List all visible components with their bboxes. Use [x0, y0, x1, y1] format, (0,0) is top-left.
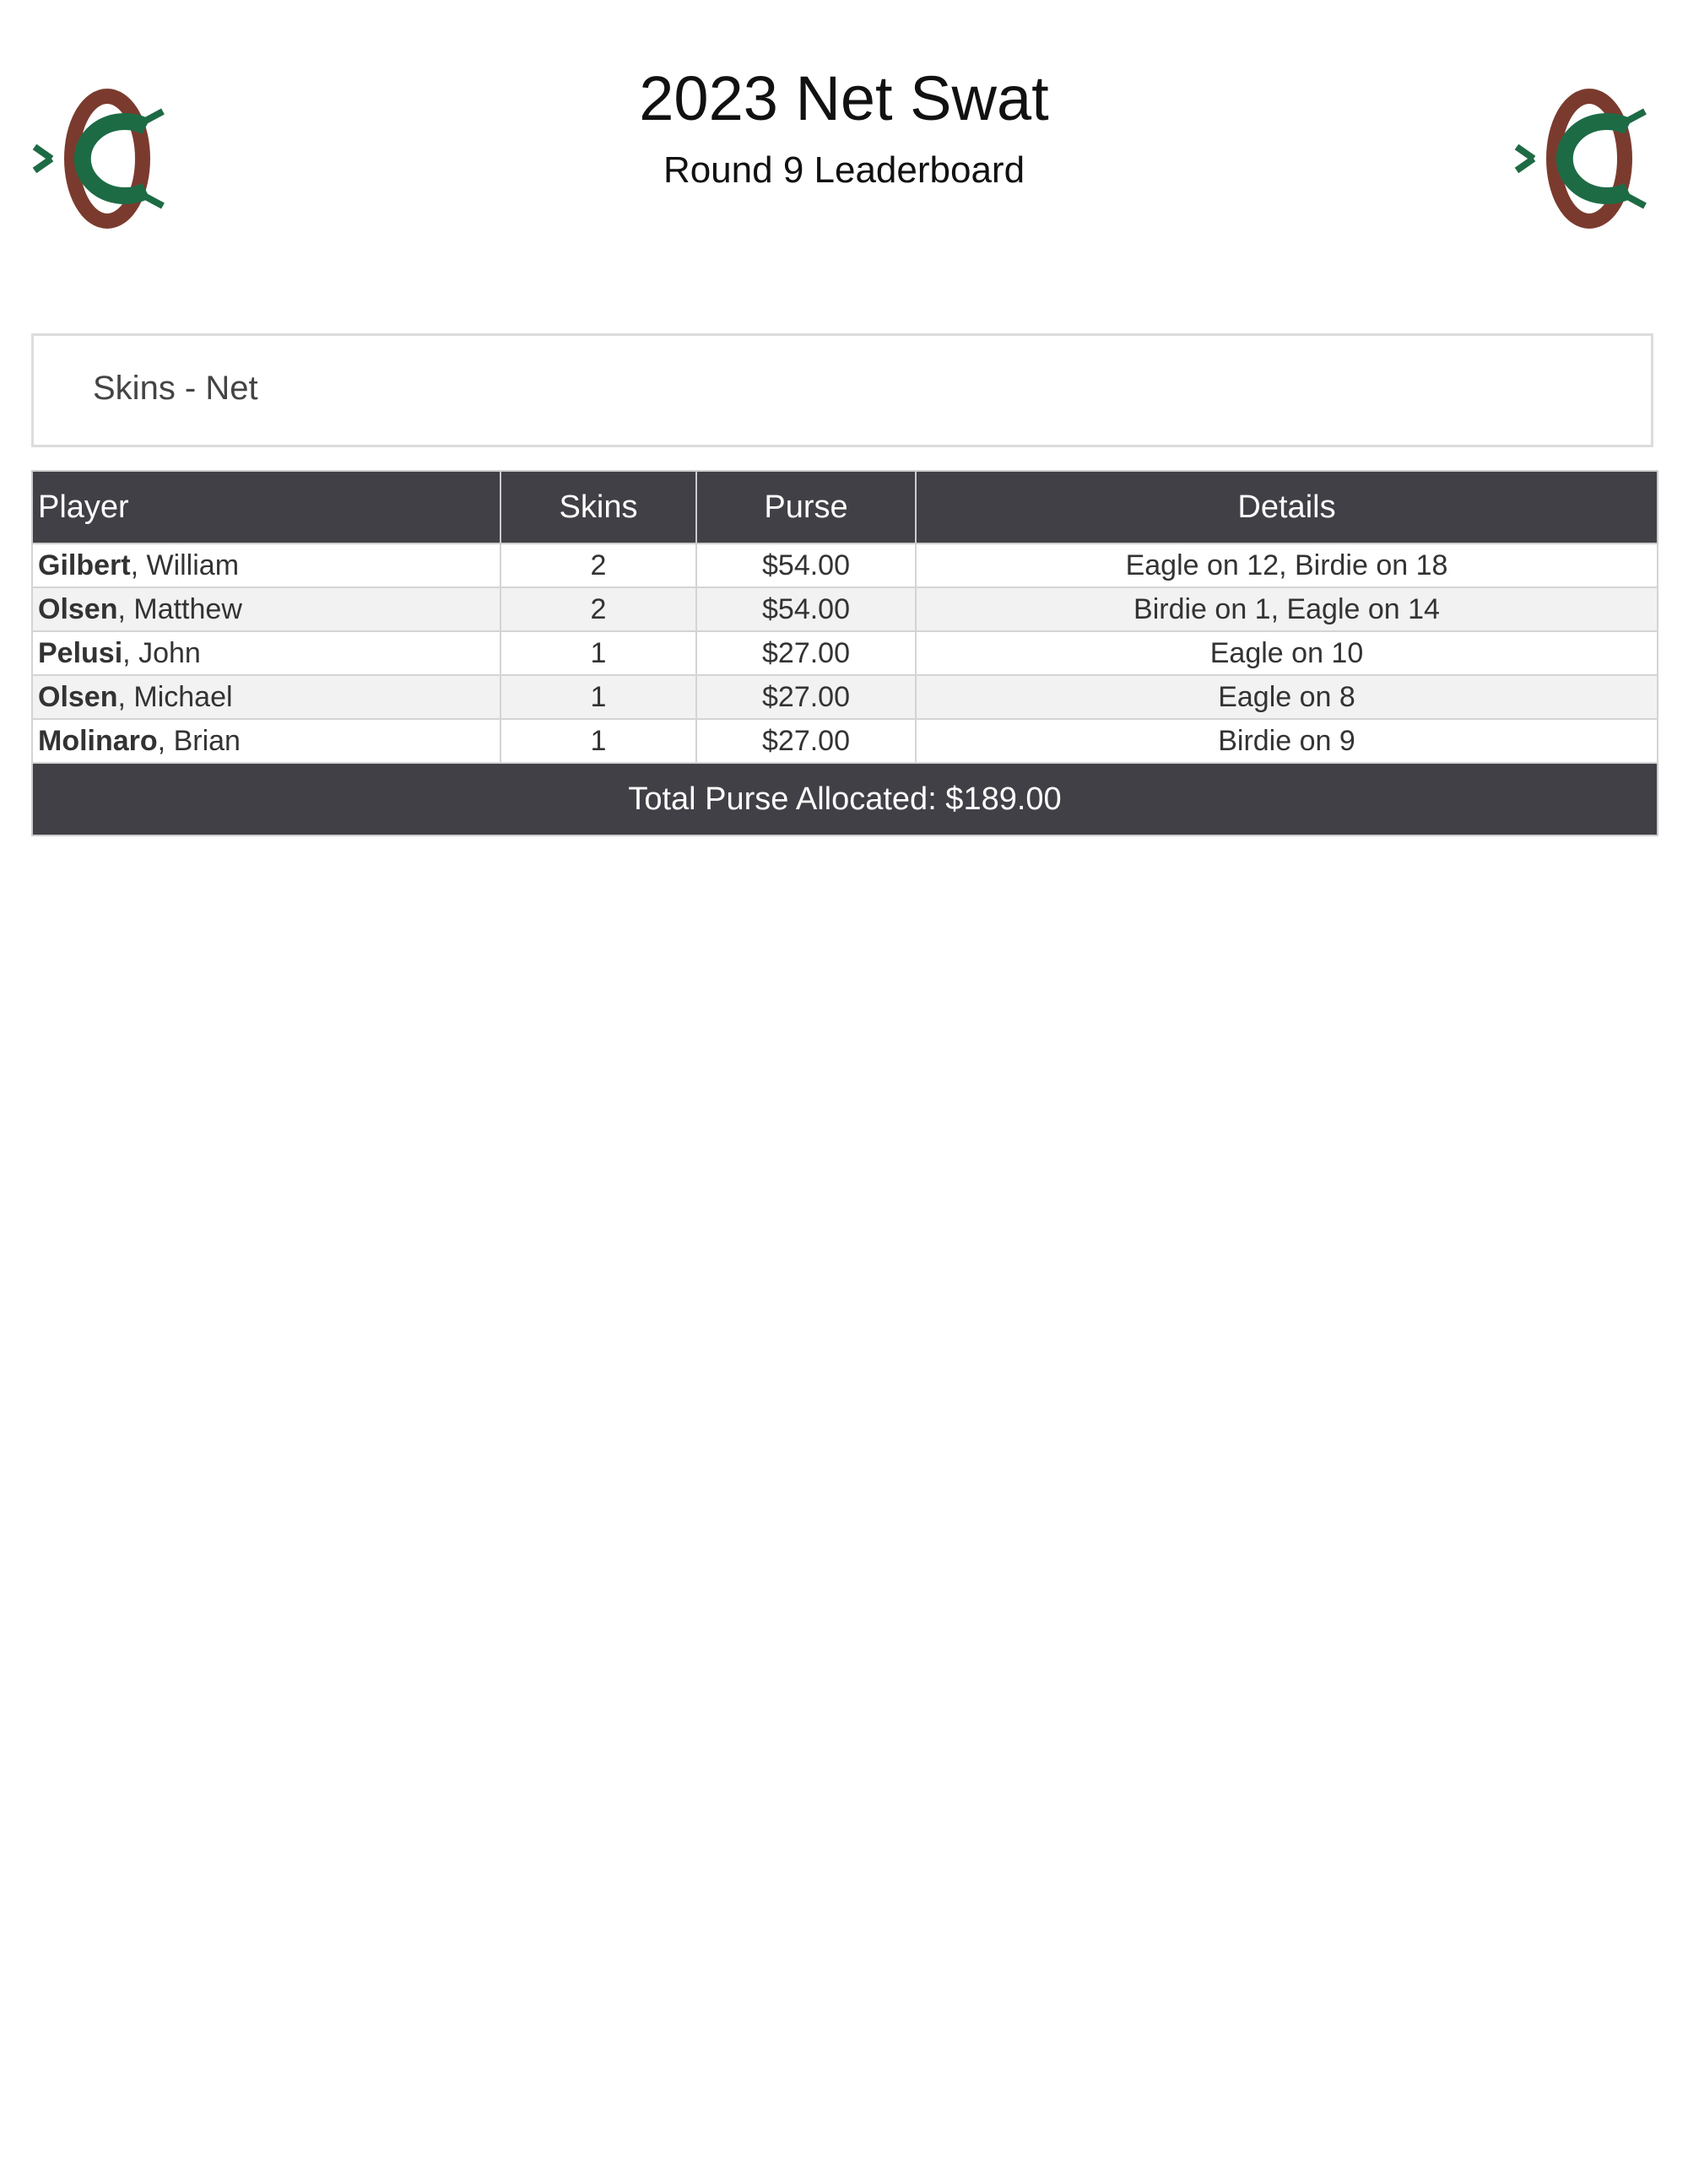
- player-cell: Olsen, Michael: [32, 675, 500, 719]
- page-subtitle: Round 9 Leaderboard: [663, 149, 1025, 191]
- player-first-name: John: [130, 636, 201, 669]
- table-header-row: [32, 471, 1658, 543]
- skins-cell: 1: [500, 631, 696, 675]
- table-row: [32, 719, 1658, 763]
- player-last-name: Olsen: [38, 680, 118, 713]
- player-cell: Molinaro, Brian: [32, 719, 500, 763]
- player-first-name: Brian: [165, 724, 241, 757]
- section-header: [31, 333, 1653, 447]
- details-cell: Eagle on 10: [916, 631, 1658, 675]
- header-purse: Purse: [696, 471, 916, 543]
- player-last-name: Olsen: [38, 592, 118, 625]
- purse-cell: $54.00: [696, 587, 916, 631]
- table-footer-row: [32, 763, 1658, 835]
- skins-table: [31, 470, 1658, 836]
- details-cell: Birdie on 1, Eagle on 14: [916, 587, 1658, 631]
- details-cell: Eagle on 12, Birdie on 18: [916, 543, 1658, 587]
- header-skins: Skins: [500, 471, 696, 543]
- table-row: [32, 587, 1658, 631]
- table-row: [32, 631, 1658, 675]
- section-title: Skins - Net: [93, 370, 258, 407]
- purse-cell: $27.00: [696, 719, 916, 763]
- player-cell: Olsen, Matthew: [32, 587, 500, 631]
- player-cell: Gilbert, William: [32, 543, 500, 587]
- player-last-name: Gilbert: [38, 549, 131, 581]
- player-last-name: Pelusi: [38, 636, 123, 669]
- player-first-name: William: [138, 549, 240, 581]
- player-last-name: Molinaro: [38, 724, 158, 757]
- purse-cell: $54.00: [696, 543, 916, 587]
- header-player: Player: [32, 471, 500, 543]
- player-first-name: Matthew: [125, 592, 242, 625]
- details-cell: Eagle on 8: [916, 675, 1658, 719]
- total-purse: Total Purse Allocated: $189.00: [32, 763, 1658, 835]
- player-cell: Pelusi, John: [32, 631, 500, 675]
- table-row: [32, 675, 1658, 719]
- page-title: 2023 Net Swat: [639, 63, 1049, 133]
- skins-cell: 2: [500, 587, 696, 631]
- skins-cell: 1: [500, 675, 696, 719]
- purse-cell: $27.00: [696, 631, 916, 675]
- purse-cell: $27.00: [696, 675, 916, 719]
- skins-cell: 2: [500, 543, 696, 587]
- player-first-name: Michael: [125, 680, 233, 713]
- header-details: Details: [916, 471, 1658, 543]
- details-cell: Birdie on 9: [916, 719, 1658, 763]
- skins-cell: 1: [500, 719, 696, 763]
- table-row: [32, 543, 1658, 587]
